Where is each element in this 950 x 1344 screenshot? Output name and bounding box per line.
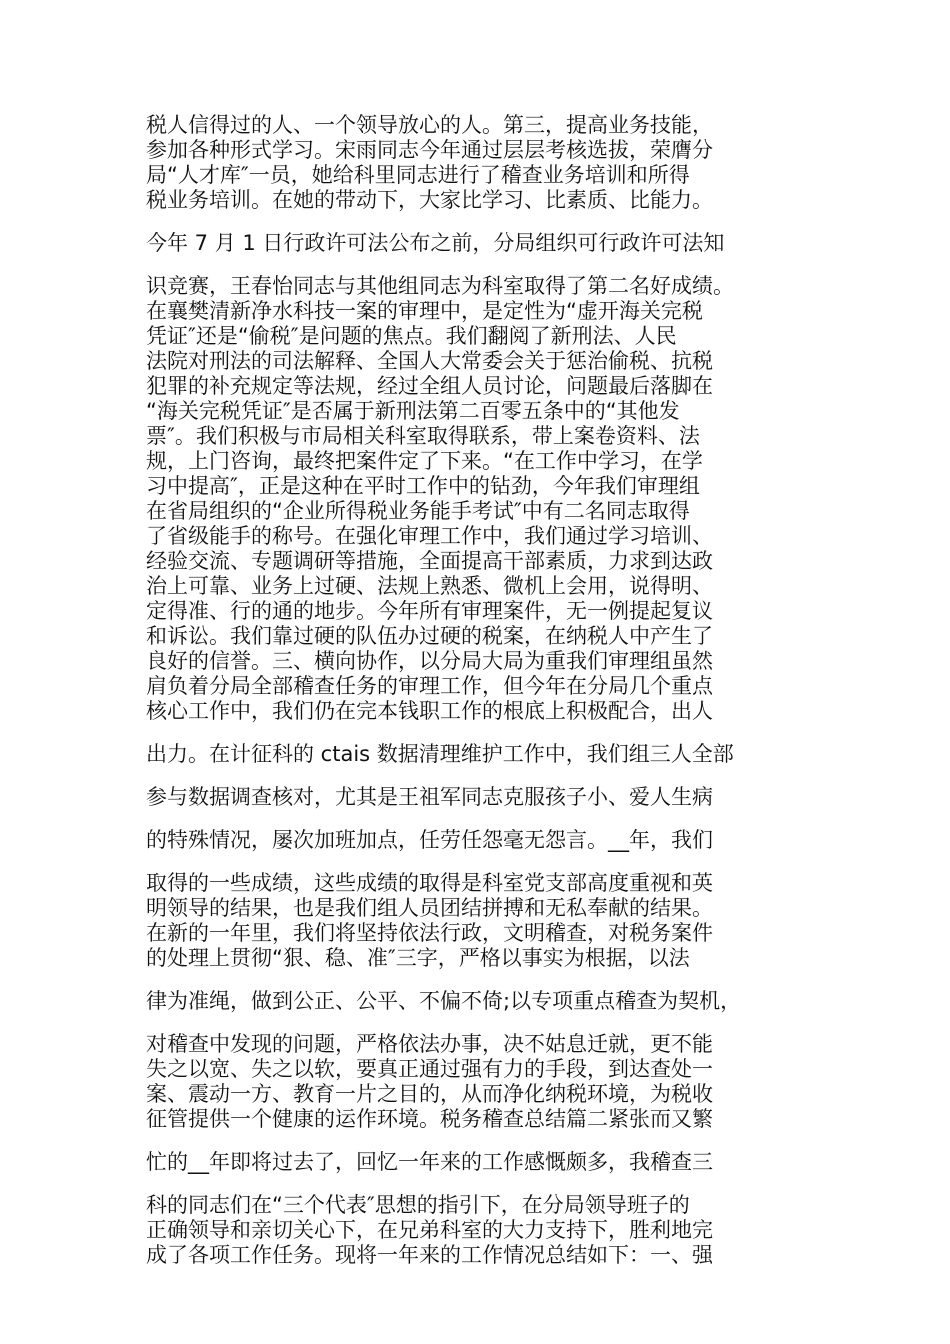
text-line: 对稽查中发现的问题，严格依法办事，决不姑息迁就，更不能 xyxy=(146,1032,713,1056)
text-line: 税人信得过的人、一个领导放心的人。第三，提高业务技能， xyxy=(146,113,713,137)
text-line: 成了各项工作任务。现将一年来的工作情况总结如下：一、强 xyxy=(146,1243,713,1267)
document-body xyxy=(146,113,846,1268)
text-line: 参加各种形式学习。宋雨同志今年通过层层考核选拔，荣膺分 xyxy=(146,138,713,162)
text-line: 失之以宽、失之以软，要真正通过强有力的手段，到达查处一 xyxy=(146,1057,713,1081)
text-line: 治上可靠、业务上过硬、法规上熟悉、微机上会用，说得明、 xyxy=(146,574,713,598)
text-line: 识竞赛，王春怡同志与其他组同志为科室取得了第二名好成绩。 xyxy=(146,274,734,298)
text-line: 今年 7 月 1 日行政许可法公布之前，分局组织可行政许可法知 xyxy=(146,231,725,255)
text-line: 出力。在计征科的 ctais 数据清理维护工作中，我们组三人全部 xyxy=(146,742,734,766)
text-line: 忙的__年即将过去了，回忆一年来的工作感慨颇多，我稽查三 xyxy=(146,1150,713,1174)
text-line: 肩负着分局全部稽查任务的审理工作，但今年在分局几个重点 xyxy=(146,674,713,698)
text-line: 明领导的结果，也是我们组人员团结拼搏和无私奉献的结果。 xyxy=(146,896,713,920)
text-line: 定得准、行的通的地步。今年所有审理案件，无一例提起复议 xyxy=(146,599,713,623)
text-line: 的处理上贯彻“狠、稳、准″三字，严格以事实为根据，以法 xyxy=(146,946,690,970)
text-line: 参与数据调查核对，尤其是王祖军同志克服孩子小、爱人生病 xyxy=(146,785,713,809)
text-line: 犯罪的补充规定等法规，经过全组人员讨论，问题最后落脚在 xyxy=(146,374,713,398)
text-line: 良好的信誉。三、横向协作，以分局大局为重我们审理组虽然 xyxy=(146,649,713,673)
text-line: 在新的一年里，我们将坚持依法行政，文明稽查，对税务案件 xyxy=(146,921,713,945)
text-line: 征管提供一个健康的运作环境。税务稽查总结篇二紧张而又繁 xyxy=(146,1107,713,1131)
text-line: 在省局组织的“企业所得税业务能手考试″中有二名同志取得 xyxy=(146,499,690,523)
text-line: 税业务培训。在她的带动下，大家比学习、比素质、比能力。 xyxy=(146,188,713,212)
text-line: 正确领导和亲切关心下，在兄弟科室的大力支持下，胜利地完 xyxy=(146,1218,713,1242)
text-line: 律为准绳，做到公正、公平、不偏不倚;以专项重点稽查为契机， xyxy=(146,989,742,1013)
text-line: 经验交流、专题调研等措施，全面提高干部素质，力求到达政 xyxy=(146,549,713,573)
text-line: 的特殊情况，屡次加班加点，任劳任怨毫无怨言。__年，我们 xyxy=(146,828,713,852)
text-line: 习中提高″，正是这种在平时工作中的钻劲，今年我们审理组 xyxy=(146,474,700,498)
text-line: 核心工作中，我们仍在完本钱职工作的根底上积极配合，出人 xyxy=(146,699,713,723)
text-line: 规，上门咨询，最终把案件定了下来。“在工作中学习，在学 xyxy=(146,449,703,473)
text-line: 和诉讼。我们靠过硬的队伍办过硬的税案，在纳税人中产生了 xyxy=(146,624,713,648)
text-line: 在襄樊清新净水科技一案的审理中，是定性为“虚开海关完税 xyxy=(146,299,703,323)
text-line: 局“人才库″一员，她给科里同志进行了稽查业务培训和所得 xyxy=(146,163,690,187)
text-line: “海关完税凭证″是否属于新刑法第二百零五条中的“其他发 xyxy=(146,399,680,423)
text-line: 票″。我们积极与市局相关科室取得联系，带上案卷资料、法 xyxy=(146,424,700,448)
text-line: 取得的一些成绩，这些成绩的取得是科室党支部高度重视和英 xyxy=(146,871,713,895)
text-line: 科的同志们在“三个代表″思想的指引下，在分局领导班子的 xyxy=(146,1193,690,1217)
text-line: 凭证″还是“偷税″是问题的焦点。我们翻阅了新刑法、人民 xyxy=(146,324,677,348)
text-line: 案、震动一方、教育一片之目的，从而净化纳税环境，为税收 xyxy=(146,1082,713,1106)
text-line: 法院对刑法的司法解释、全国人大常委会关于惩治偷税、抗税 xyxy=(146,349,713,373)
text-line: 了省级能手的称号。在强化审理工作中，我们通过学习培训、 xyxy=(146,524,713,548)
